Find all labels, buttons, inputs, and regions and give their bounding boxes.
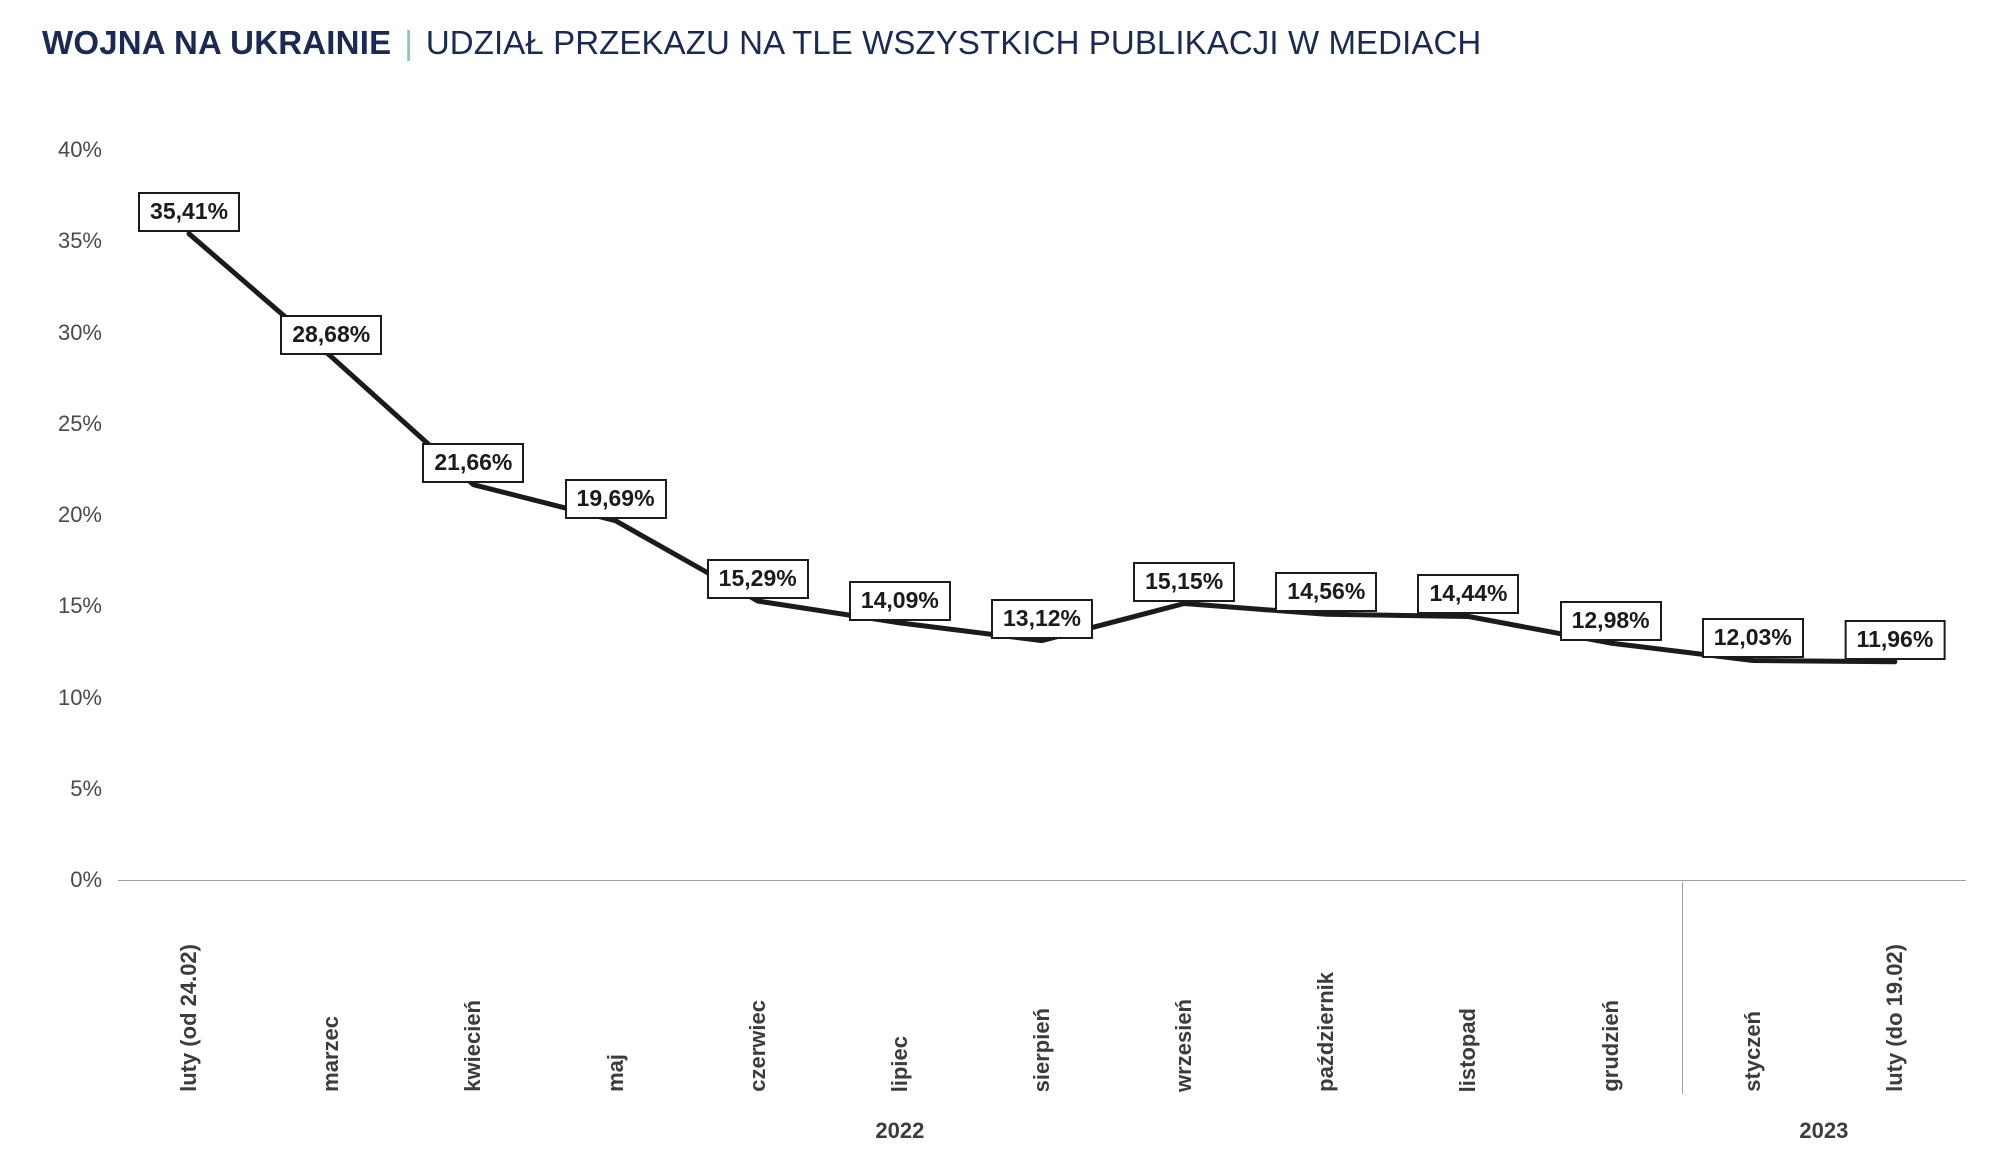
x-axis-tick-label: wrzesień	[1171, 999, 1197, 1092]
x-axis-tick	[1313, 972, 1339, 1092]
data-label: 12,03%	[1702, 618, 1804, 658]
y-axis-tick: 35%	[57, 228, 102, 254]
x-axis-tick-label: kwiecień	[460, 1000, 486, 1092]
x-axis-tick-label: styczeń	[1739, 1011, 1765, 1092]
y-axis	[0, 120, 118, 910]
x-axis-tick	[603, 1054, 629, 1092]
year-separator	[1682, 882, 1683, 1094]
data-label: 15,15%	[1133, 562, 1235, 602]
x-axis-tick-label: listopad	[1455, 1007, 1481, 1092]
x-axis-tick-label: luty (od 24.02)	[176, 944, 202, 1092]
y-axis-tick: 25%	[57, 410, 102, 436]
data-label: 13,12%	[991, 599, 1093, 639]
x-axis-tick-label: sierpień	[1029, 1007, 1054, 1092]
x-axis-tick-label: czerwiec	[744, 1000, 770, 1092]
x-axis-tick	[1882, 944, 1908, 1092]
x-axis-tick	[1455, 1008, 1481, 1092]
x-axis-tick	[318, 1016, 344, 1092]
title-subtitle: UDZIAŁ PRZEKAZU NA TLE WSZYSTKICH PUBLIKACJI W MEDIACH	[425, 24, 1482, 61]
y-axis-tick: 20%	[57, 502, 102, 527]
y-axis-tick: 40%	[57, 137, 102, 162]
title-main: WOJNA NA UKRAINIE	[42, 24, 392, 61]
x-axis-tick	[1740, 1011, 1766, 1092]
x-axis	[118, 882, 1966, 1152]
x-axis-tick-label: maj	[602, 1054, 628, 1092]
data-label: 19,69%	[565, 479, 667, 519]
data-label: 28,68%	[280, 315, 382, 355]
y-axis-tick: 10%	[57, 684, 102, 710]
title-separator: |	[404, 24, 413, 61]
x-axis-tick	[460, 1000, 486, 1092]
x-axis-tick	[745, 1000, 771, 1092]
y-axis-tick: 5%	[70, 775, 102, 801]
plot-area	[118, 150, 1966, 880]
page-title	[42, 24, 1481, 62]
x-axis-baseline	[118, 880, 1966, 881]
year-group-label: 2023	[1799, 1118, 1849, 1143]
data-label: 14,44%	[1417, 574, 1519, 614]
data-label: 15,29%	[707, 559, 809, 599]
y-axis-tick: 30%	[57, 319, 102, 345]
x-axis-tick-label: grudzień	[1597, 1000, 1623, 1092]
x-axis-tick-label: lipiec	[886, 1035, 912, 1092]
x-axis-tick-label: marzec	[318, 1016, 344, 1092]
line-series	[118, 150, 1966, 880]
y-axis-tick: 15%	[57, 593, 102, 619]
x-axis-tick	[1171, 999, 1197, 1092]
data-label: 11,96%	[1845, 620, 1946, 660]
chart-container	[0, 120, 2014, 1143]
data-label: 14,56%	[1275, 572, 1377, 612]
data-label: 14,09%	[849, 581, 951, 621]
year-group-label: 2022	[875, 1118, 925, 1143]
x-axis-tick-label: luty (do 19.02)	[1881, 944, 1907, 1092]
data-label: 12,98%	[1560, 601, 1662, 641]
x-axis-tick	[1598, 1000, 1624, 1092]
x-axis-tick-label: październik	[1313, 972, 1339, 1092]
data-label: 35,41%	[138, 192, 240, 232]
x-axis-tick	[176, 944, 202, 1092]
y-axis-tick: 0%	[70, 867, 102, 892]
x-axis-tick	[1029, 1008, 1055, 1092]
x-axis-tick	[887, 1036, 913, 1092]
data-label: 21,66%	[422, 443, 524, 483]
